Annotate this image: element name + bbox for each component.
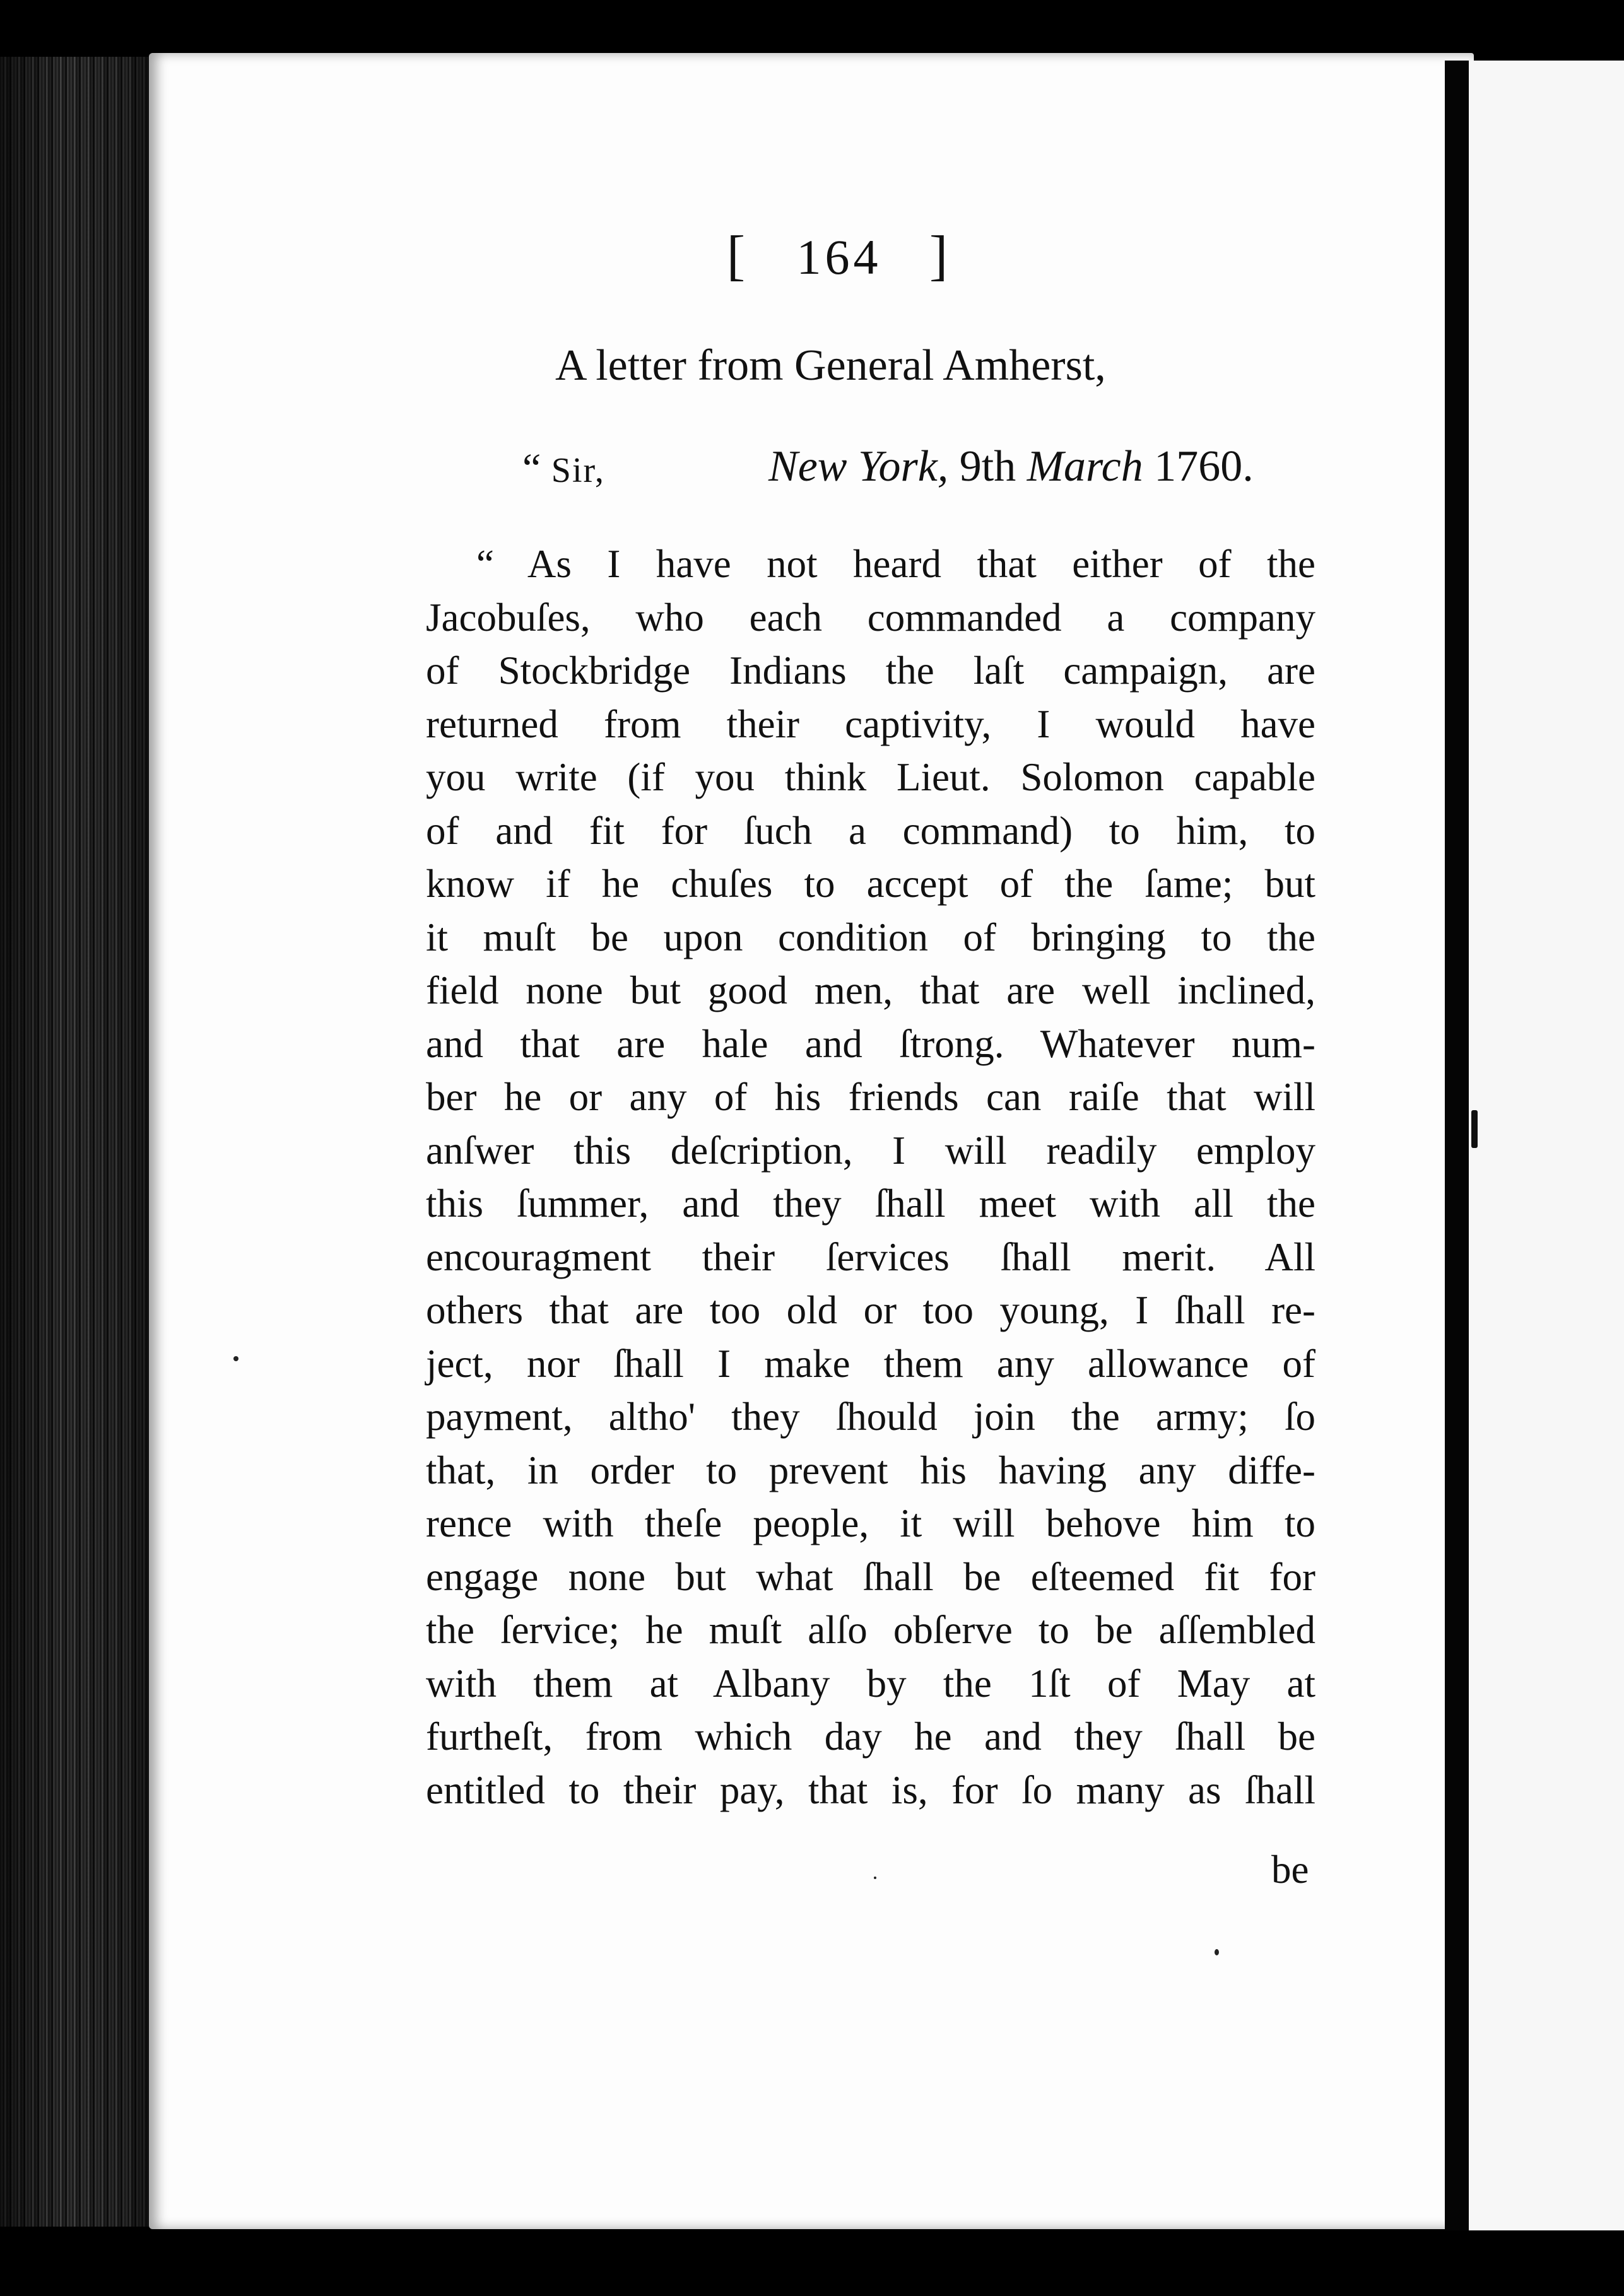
body-line: encouragment their ſervices ſhall merit. All	[426, 1234, 1315, 1279]
body-line: entitled to their pay, that is, for ſo many as ſhall	[426, 1767, 1315, 1812]
catchword: be	[1271, 1848, 1309, 1892]
body-line: returned from their captivity, I would have	[426, 701, 1315, 746]
body-line: ject, nor ſhall I make them any allowance of	[426, 1341, 1315, 1386]
dateline-day: 9th	[959, 442, 1016, 491]
body-line: and that are hale and ſtrong. Whatever num-	[426, 1021, 1315, 1066]
right-bracket: ]	[929, 225, 952, 286]
body-line: “ As I have not heard that either of the	[476, 542, 1315, 586]
body-line: you write (if you think Lieut. Solomon capable	[426, 755, 1315, 799]
dateline-year: 1760.	[1154, 442, 1254, 491]
body-line: anſwer this deſcription, I will readily employ	[426, 1128, 1315, 1173]
salutation	[522, 445, 605, 493]
page-number: 164	[796, 230, 882, 284]
body-line: know if he chuſes to accept of the ſame; but	[426, 862, 1315, 906]
body-line: this ſummer, and they ſhall meet with all the	[426, 1181, 1315, 1226]
salutation-word: Sir,	[551, 451, 605, 490]
dateline	[768, 442, 1254, 492]
body-line: furtheſt, from which day he and they ſhall be	[426, 1714, 1315, 1759]
body-line: rence with theſe people, it will behove him to	[426, 1501, 1315, 1545]
body-line: field none but good men, that are well inclined,	[426, 968, 1315, 1012]
salutation-quote: “	[522, 445, 541, 491]
body-line: others that are too old or too young, I ſhall re-	[426, 1288, 1315, 1332]
page-header	[713, 224, 965, 288]
dateline-month: March	[1027, 442, 1143, 491]
dateline-place: New York,	[768, 442, 949, 491]
body-line: Jacobuſes, who each commanded a company	[426, 595, 1315, 640]
body-line: payment, altho' they ſhould join the army; ſo	[426, 1395, 1315, 1439]
facing-page-edge	[1469, 61, 1624, 2230]
body-line: the ſervice; he muſt alſo obſerve to be aſſembled	[426, 1608, 1315, 1652]
body-line: it muſt be upon condition of bringing to the	[426, 915, 1315, 959]
body-line: of Stockbridge Indians the laſt campaign, are	[426, 648, 1315, 693]
gutter-rule	[1445, 61, 1469, 2230]
book-edge-shadow	[0, 57, 158, 2227]
letter-title: A letter from General Amherst,	[555, 341, 1106, 390]
body-line: engage none but what ſhall be eſteemed fit for	[426, 1554, 1315, 1599]
body-line: that, in order to prevent his having any diffe-	[426, 1448, 1315, 1492]
left-bracket: [	[726, 225, 749, 286]
body-line: of and fit for ſuch a command) to him, to	[426, 808, 1315, 853]
letter-body	[426, 537, 1315, 1817]
body-line: ber he or any of his friends can raiſe that will	[426, 1075, 1315, 1119]
body-line: with them at Albany by the 1ſt of May at	[426, 1661, 1315, 1706]
